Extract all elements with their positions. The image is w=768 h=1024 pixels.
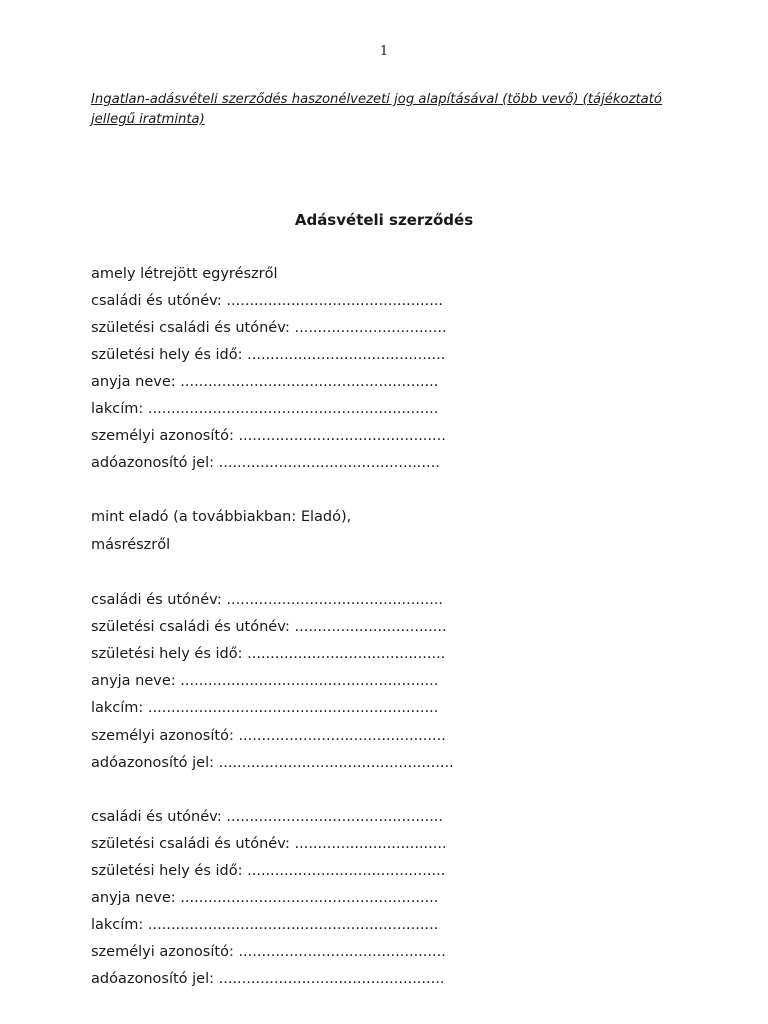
buyer1-field-tax-id: adóazonosító jel: ................................................... [91, 755, 454, 771]
buyer2-field-name: családi és utónév: ............................................... [91, 809, 444, 825]
other-party-text: másrészről [91, 537, 171, 553]
buyer2-field-birth-place-date: születési hely és idő: ........................................... [91, 863, 446, 879]
seller-field-address: lakcím: ............................................................... [91, 401, 439, 417]
buyer1-field-name: családi és utónév: ............................................... [91, 592, 444, 608]
seller-field-birth-place-date: születési hely és idő: ........................................... [91, 347, 446, 363]
intro-text: amely létrejött egyrészről [91, 266, 278, 282]
buyer1-field-mother-name: anyja neve: ........................................................ [91, 673, 439, 689]
buyer2-field-personal-id: személyi azonosító: ............................................. [91, 944, 446, 960]
buyer2-field-birth-name: születési családi és utónév: ................................. [91, 836, 447, 852]
seller-field-birth-name: születési családi és utónév: ................................. [91, 320, 447, 336]
buyer2-field-mother-name: anyja neve: ........................................................ [91, 890, 439, 906]
seller-field-mother-name: anyja neve: ........................................................ [91, 374, 439, 390]
seller-field-name: családi és utónév: ............................................... [91, 293, 444, 309]
buyer1-field-birth-place-date: születési hely és idő: ........................................... [91, 646, 446, 662]
buyer2-field-tax-id: adóazonosító jel: ................................................. [91, 971, 445, 987]
seller-field-personal-id: személyi azonosító: ............................................. [91, 428, 446, 444]
seller-role-text: mint eladó (a továbbiakban: Eladó), [91, 509, 352, 525]
seller-field-tax-id: adóazonosító jel: ................................................ [91, 455, 440, 471]
page-number: 1 [379, 44, 389, 59]
buyer1-field-birth-name: születési családi és utónév: ................................. [91, 619, 447, 635]
document-heading: Ingatlan-adásvételi szerződés haszonélvezeti jog alapításával (több vevő) (tájékoztató jellegű iratminta) [91, 92, 662, 127]
contract-title: Adásvételi szerződés [294, 211, 474, 229]
buyer1-field-address: lakcím: ............................................................... [91, 700, 439, 716]
buyer1-field-personal-id: személyi azonosító: ............................................. [91, 728, 446, 744]
buyer2-field-address: lakcím: ............................................................... [91, 917, 439, 933]
